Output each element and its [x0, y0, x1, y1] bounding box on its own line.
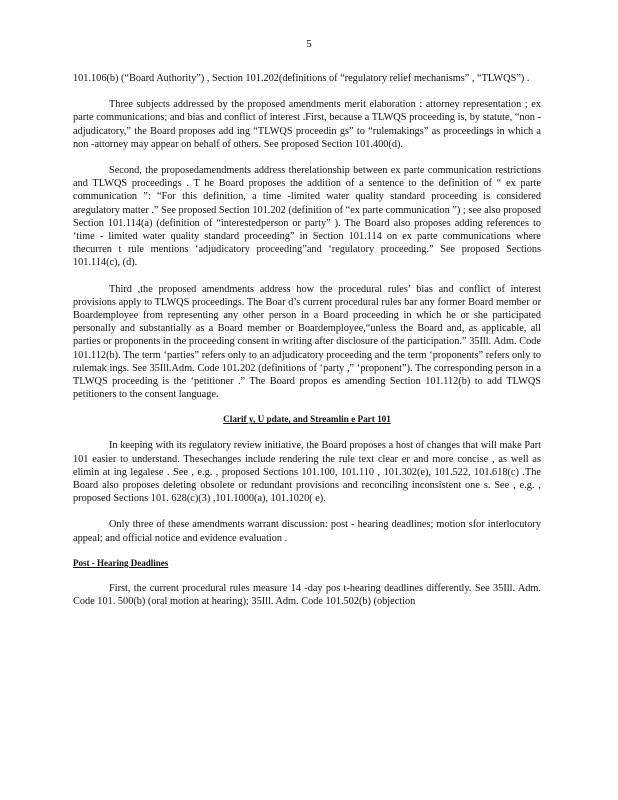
paragraph-continuation: 101.106(b) (“Board Authority”) , Section 101.202(definitions of “regulatory relief mechanisms” , “TLWQS”) . [73, 73, 530, 84]
section-heading [73, 414, 541, 424]
subheading-text: Post - Hearing Deadlines [73, 557, 169, 568]
paragraph-regulatory-review: In keeping with its regulatory review initiative, the Board proposes a host of changes that will make Part 101 easier to understand. Thesechanges include rendering the rule text clear er and more concise , as well as elimin at ing legalese . See , e.g. , proposed Sections 101.100, 101.110 , 101.302(e), 101.522, 101.618(c) .The Board also proposes deleting obsolete or redundant provisions and reconciling inconsistent one s. See , e.g. , proposed Sections 101. 628(c)(3) ,101.1000(a), 101.1020( e). [73, 440, 541, 505]
paragraph-post-hearing: First, the current procedural rules measure 14 -day pos t-hearing deadlines differently. See 35Ill. Adm. Code 101. 500(b) (oral motion at hearing); 35Ill. Adm. Code 101.502(b) (objection [73, 582, 541, 608]
page-number: 5 [306, 38, 312, 50]
document-body [73, 72, 541, 621]
paragraph-three-subjects: Three subjects addressed by the proposed amendments merit elaboration : attorney representation ; ex parte communications; and bias and conflict of interest .First, because a TLWQS proceeding is, by statute, “non -adjudicatory,” the Board proposes add ing “TLWQS proceedin gs” to “rulemakings” as proceedings in which a non -attorney may appear on behalf of others. See proposed Section 101.400(d). [73, 99, 541, 150]
section-heading-text: Clarif y, U pdate, and Streamlin e Part 101 [223, 414, 391, 425]
paragraph-ex-parte: Second, the proposedamendments address therelationship between ex parte communication restrictions and TLWQS proceedings . T he Board proposes the addition of a sentence to the definition of “ ex parte communication ”: “For this definition, a time -limited water quality standard proceeding is considered aregulatory matter .” See proposed Section 101.202 (definition of “ex parte communication ”) ; see also proposed Section 101.114(a) (definition of “interestedperson or party” ). The Board also proposes adding references to ‘time - limited water quality standard proceeding” in Section 101.114 on ex parte communications where thecurren t rule mentions ‘adjudicatory proceeding”and ‘regulatory proceeding.” See proposed Sections 101.114(c), (d). [73, 165, 541, 269]
paragraph-three-amendments: Only three of these amendments warrant discussion: post - hearing deadlines; motion sfor interlocutory appeal; and official notice and evidence evaluation . [73, 519, 541, 544]
paragraph-bias-conflict: Third ,the proposed amendments address how the procedural rules’ bias and conflict of interest provisions apply to TLWQS proceedings. The Boar d’s current procedural rules bar any former Board member or Boardemployee from representing any other person in a Board proceeding in which he or she participated personally and substantially as a Board member or Boardemployee,“unless the Board and, as applicable, all parties or proponents in the proceeding consent in writing after disclosure of the participation.” 35Ill. Adm. Code 101.112(b). The term ‘parties” refers only to an adjudicatory proceeding and the term ‘proponents” refers only to rulemak ings. See 35Ill.Adm. Code 101.202 (definitions of ‘party ,” ‘proponent”). The corresponding person in a TLWQS proceeding is the ‘petitioner .” The Board propos es amending Section 101.112(b) to add TLWQS petitioners to the consent language. [73, 283, 541, 401]
subheading [73, 558, 541, 568]
